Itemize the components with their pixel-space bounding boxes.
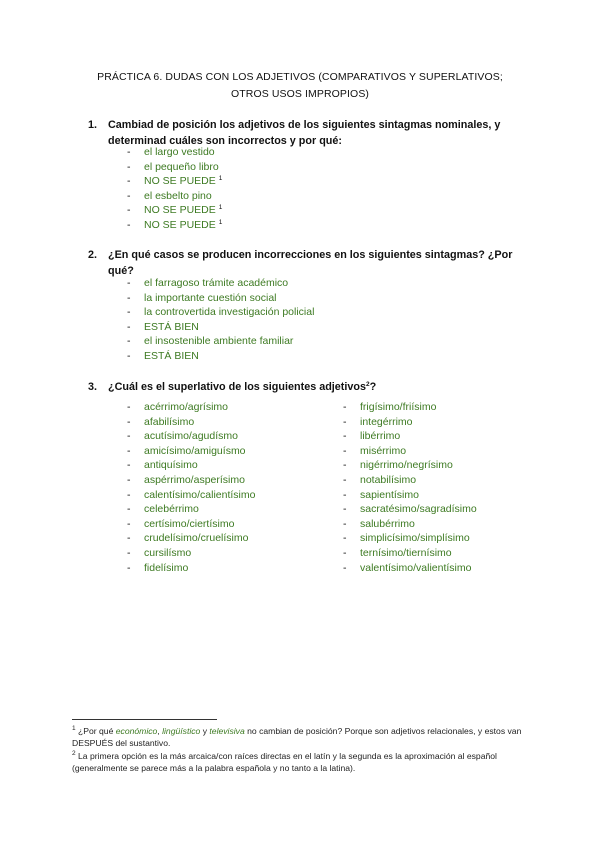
list-dash: - (127, 146, 131, 158)
footnote-1 (72, 726, 532, 749)
list-item-label: aspérrimo/asperísimo (144, 473, 245, 486)
footnote-text: La primera opción es la más arcaica/con raíces directas en el latín y la segunda es la aproximación al español (generalmente se parece más a la palabra española y no tanto a la latina). (72, 751, 497, 773)
list-dash: - (127, 218, 131, 231)
list-dash: - (127, 306, 131, 319)
footnote-ref: 2 (366, 381, 370, 388)
list-item-text (360, 400, 436, 415)
list-item-text (144, 415, 194, 430)
list-item-label: celebérrimo (144, 503, 199, 516)
footnote-separator (72, 719, 217, 720)
list-item-text (360, 488, 419, 503)
list-item-text (360, 561, 471, 576)
footnote-text-part: y (200, 726, 210, 736)
list-dash: - (343, 546, 347, 559)
list-item-label: calentísimo/calientísimo (144, 488, 256, 501)
list-dash: - (343, 473, 347, 486)
footnote-word: económico (115, 726, 158, 736)
list-item-label: NO SE PUEDE (144, 204, 216, 217)
list-dash: - (127, 517, 131, 530)
list-item-text (144, 160, 219, 175)
list-item-text (144, 174, 222, 189)
list-item-text (144, 189, 212, 204)
list-dash: - (127, 459, 131, 472)
list-item-label: la controvertida investigación policial (144, 306, 315, 319)
list-item-label: acutísimo/agudísmo (144, 430, 238, 443)
list-dash: - (127, 277, 131, 289)
list-item-label: la importante cuestión social (144, 291, 277, 304)
list-item-text (360, 458, 453, 473)
question-number: 3. (88, 381, 98, 393)
question-text-end: ? (369, 381, 377, 393)
list-dash: - (127, 320, 131, 333)
question-number: 1. (88, 119, 98, 131)
footnote-ref: 1 (218, 218, 223, 226)
page-title (60, 69, 540, 103)
list-item-text (144, 531, 248, 546)
list-dash: - (127, 503, 131, 516)
list-item-text (360, 444, 406, 459)
list-dash: - (127, 189, 131, 202)
list-dash: - (127, 444, 131, 457)
list-item-label: el largo vestido (144, 146, 215, 158)
list-dash: - (343, 444, 347, 457)
list-item-text (144, 203, 222, 218)
list-item-label: NO SE PUEDE (144, 218, 216, 231)
question-text: Cambiad de posición los adjetivos de los siguientes sintagmas nominales, y determinad cuáles son incorrectos y por qué: (108, 119, 501, 147)
list-item-label: NO SE PUEDE (144, 175, 216, 188)
list-dash: - (127, 349, 131, 362)
list-dash: - (127, 175, 131, 188)
list-item-text (144, 546, 191, 561)
list-item-label: el insostenible ambiente familiar (144, 335, 294, 348)
list-item-label: frigísimo/friísimo (360, 401, 437, 413)
footnote-text-part: no cambian de posición? Porque son adjetivos relacionales, y estos van DESPUÉS del sustantivo. (72, 726, 522, 748)
list-dash: - (127, 204, 131, 217)
list-item-label: afabilísimo (144, 415, 195, 428)
list-item-text (144, 305, 314, 320)
list-dash: - (127, 561, 131, 574)
footnote-word: televisiva (209, 726, 245, 736)
list-item-label: misérrimo (360, 444, 407, 457)
question-3 (88, 379, 538, 395)
list-item-text (144, 145, 215, 160)
list-dash: - (127, 335, 131, 348)
list-item-label: ESTÁ BIEN (144, 349, 199, 362)
footnote-text (72, 726, 521, 748)
footnote-mark: 1 (72, 725, 76, 732)
question-2 (88, 247, 538, 279)
list-item-label: crudelísimo/cruelísimo (144, 532, 249, 545)
title-line-2: OTROS USOS IMPROPIOS) (230, 88, 370, 100)
list-dash: - (127, 415, 131, 428)
list-dash: - (127, 160, 131, 173)
list-dash: - (127, 430, 131, 443)
list-item-text (360, 517, 415, 532)
list-item-text (144, 400, 228, 415)
list-item-text (144, 517, 234, 532)
list-dash: - (343, 401, 347, 413)
list-item-label: simplicísimo/simplísimo (360, 532, 470, 545)
list-item-text (360, 502, 477, 517)
list-item-label: sapientísimo (360, 488, 419, 501)
footnote-ref: 1 (218, 204, 223, 212)
list-dash: - (343, 415, 347, 428)
question-text: ¿En qué casos se producen incorrecciones en los siguientes sintagmas? ¿Por qué? (108, 249, 513, 277)
list-item-label: cursilísmo (144, 546, 192, 559)
list-item-label: libérrimo (360, 430, 401, 443)
footnote-text-part: , (157, 726, 163, 736)
list-dash: - (127, 532, 131, 545)
list-item-text (144, 349, 199, 364)
list-dash: - (343, 459, 347, 472)
list-item-label: amicísimo/amiguísmo (144, 444, 246, 457)
list-dash: - (343, 430, 347, 443)
list-dash: - (343, 488, 347, 501)
list-item-text (144, 276, 288, 291)
list-item-text (360, 473, 416, 488)
list-item-label: notabilísimo (360, 473, 417, 486)
list-item-label: salubérrimo (360, 517, 415, 530)
list-item-label: acérrimo/agrísimo (144, 401, 229, 413)
list-item-text (144, 561, 188, 576)
list-item-text (144, 320, 199, 335)
list-item-text (144, 429, 238, 444)
list-item-text (144, 218, 222, 233)
list-dash: - (127, 488, 131, 501)
list-item-text (144, 444, 246, 459)
question-text (108, 379, 538, 395)
list-item-label: ESTÁ BIEN (144, 320, 199, 333)
list-item-label: el farragoso trámite académico (144, 277, 289, 289)
list-item-label: certísimo/ciertísimo (144, 517, 235, 530)
title-line-1: PRÁCTICA 6. DUDAS CON LOS ADJETIVOS (COMPARATIVOS Y SUPERLATIVOS; (97, 71, 503, 83)
footnote-text-part: ¿Por qué (78, 726, 116, 736)
list-item-label: fidelísimo (144, 561, 189, 574)
list-item-text (360, 546, 452, 561)
list-item-label: el esbelto pino (144, 189, 212, 202)
list-item-label: ternísimo/tiernísimo (360, 546, 452, 559)
list-item-text (360, 531, 470, 546)
list-item-label: el pequeño libro (144, 160, 219, 173)
list-dash: - (127, 546, 131, 559)
list-dash: - (127, 401, 131, 413)
list-dash: - (343, 532, 347, 545)
list-dash: - (343, 561, 347, 574)
list-item-text (144, 488, 255, 503)
list-item-text (144, 291, 277, 306)
footnote-word: lingüístico (162, 726, 201, 736)
list-item-text (144, 473, 245, 488)
footnote-ref: 1 (218, 175, 223, 183)
list-dash: - (127, 473, 131, 486)
footnote-2 (72, 751, 532, 774)
list-item-label: valentísimo/valientísimo (360, 561, 472, 574)
list-dash: - (343, 503, 347, 516)
question-text-main: ¿Cuál es el superlativo de los siguientes adjetivos (108, 381, 367, 393)
list-dash: - (343, 517, 347, 530)
list-item-text (144, 334, 293, 349)
question-number: 2. (88, 249, 98, 261)
list-dash: - (127, 291, 131, 304)
footnote-mark: 2 (72, 750, 76, 757)
list-item-label: sacratésimo/sagradísimo (360, 503, 477, 516)
list-item-label: integérrimo (360, 415, 413, 428)
list-item-label: antiquísimo (144, 459, 198, 472)
list-item-text (360, 415, 413, 430)
list-item-text (144, 458, 198, 473)
list-item-text (360, 429, 400, 444)
list-item-label: nigérrimo/negrísimo (360, 459, 453, 472)
list-item-text (144, 502, 199, 517)
